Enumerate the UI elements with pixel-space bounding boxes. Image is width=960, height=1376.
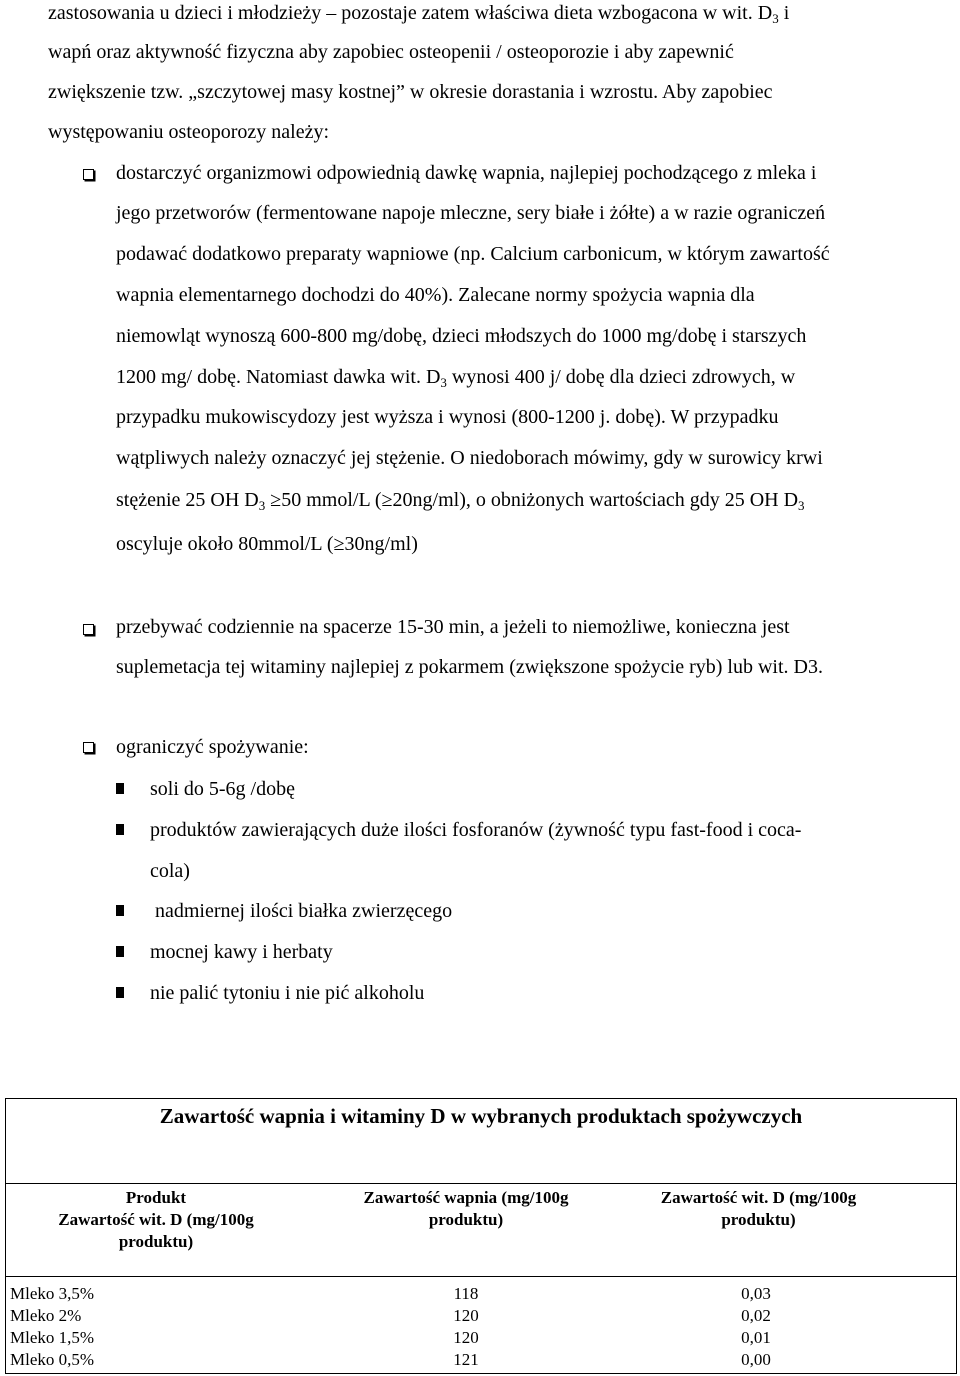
square-bullet-icon — [116, 905, 124, 916]
bullet3-item-1: soli do 5-6g /dobę — [150, 778, 295, 800]
table-cell-calcium: 120 — [453, 1328, 479, 1347]
intro-line-2: wapń oraz aktywność fizyczna aby zapobiec osteopenii / osteoporozie i aby zapewnić — [48, 41, 734, 63]
table-cell-calcium: 121 — [453, 1350, 479, 1369]
table-cell-calcium: 120 — [453, 1306, 479, 1325]
intro-line-4: występowaniu osteoporozy należy: — [48, 121, 330, 143]
bullet3-item-3: nadmiernej ilości białka zwierzęcego — [150, 900, 453, 922]
bullet3-item-2-cont: cola) — [150, 860, 190, 882]
intro-line-3: zwiększenie tzw. „szczytowej masy kostnej” w okresie dorastania i wzrostu. Aby zapobiec — [48, 81, 773, 103]
bullet1-line-10: oscyluje około 80mmol/L (≥30ng/ml) — [116, 533, 418, 555]
table-cell-product: Mleko 0,5% — [10, 1350, 95, 1369]
bullet3-item-4: mocnej kawy i herbaty — [150, 941, 333, 963]
bullet1-line-9: stężenie 25 OH $D_3 \ge 50$ mmol/L (≥20ng/ml), o obniżonych wartościach gdy 25 OH $D_3$ — [116, 489, 805, 513]
bullet1-line-1: dostarczyć organizmowi odpowiednią dawkę wapnia, najlepiej pochodzącego z mleka i — [116, 162, 817, 184]
bullet3-label: ograniczyć spożywanie: — [116, 736, 309, 758]
bullet1-line-4: wapnia elementarnego dochodzi do 40%). Zalecane normy spożycia wapnia dla — [116, 284, 755, 306]
intro-line-1: zastosowania u dzieci i młodzieży – pozostaje zatem właściwa dieta wzbogacona w wit. $D_3$ i — [48, 2, 790, 26]
square-bullet-icon — [116, 946, 124, 957]
checkbox-bullet-icon — [83, 169, 94, 180]
square-bullet-icon — [116, 824, 124, 835]
bullet1-line-6: 1200 mg/ dobę. Natomiast dawka wit. $D_3$ wynosi 400 j/ dobę dla dzieci zdrowych, w — [116, 366, 796, 390]
bullet1-line-5: niemowląt wynoszą 600-800 mg/dobę, dzieci młodszych do 1000 mg/dobę i starszych — [116, 325, 807, 347]
square-bullet-icon — [116, 783, 124, 794]
table-divider — [6, 1183, 956, 1184]
table-cell-vitd: 0,02 — [741, 1306, 771, 1325]
table-cell-product: Mleko 2% — [10, 1306, 82, 1325]
checkbox-bullet-icon — [83, 742, 94, 753]
bullet2-line-1: przebywać codziennie na spacerze 15-30 min, a jeżeli to niemożliwe, konieczna jest — [116, 616, 790, 638]
square-bullet-icon — [116, 987, 124, 998]
bullet3-item-2: produktów zawierających duże ilości fosforanów (żywność typu fast-food i coca- — [150, 819, 802, 841]
table-header-calcium: Zawartość wapnia (mg/100g produktu) — [363, 1188, 569, 1229]
table-header-vitd: Zawartość wit. D (mg/100g produktu) — [660, 1188, 857, 1229]
table-cell-product: Mleko 3,5% — [10, 1284, 95, 1303]
table-cell-calcium: 118 — [453, 1284, 479, 1303]
bullet1-line-8: wątpliwych należy oznaczyć jej stężenie. O niedoborach mówimy, gdy w surowicy krwi — [116, 447, 823, 469]
checkbox-bullet-icon — [83, 624, 94, 635]
table-cell-vitd: 0,01 — [741, 1328, 771, 1347]
table-header-product: Produkt Zawartość wit. D (mg/100g produktu) — [58, 1188, 254, 1251]
table-title: Zawartość wapnia i witaminy D w wybranych produktach spożywczych — [159, 1104, 803, 1128]
bullet2-line-2: suplemetacja tej witaminy najlepiej z pokarmem (zwiększone spożycie ryb) lub wit. D3. — [116, 656, 823, 678]
bullet1-line-3: podawać dodatkowo preparaty wapniowe (np. Calcium carbonicum, w którym zawartość — [116, 243, 830, 265]
bullet3-item-5: nie palić tytoniu i nie pić alkoholu — [150, 982, 425, 1004]
table-cell-vitd: 0,00 — [741, 1350, 771, 1369]
bullet1-line-7: przypadku mukowiscydozy jest wyższa i wynosi (800-1200 j. dobę). W przypadku — [116, 406, 779, 428]
table-cell-product: Mleko 1,5% — [10, 1328, 95, 1347]
bullet1-line-2: jego przetworów (fermentowane napoje mleczne, sery białe i żółte) a w razie ograniczeń — [116, 202, 826, 224]
table-divider — [6, 1276, 956, 1277]
table-cell-vitd: 0,03 — [741, 1284, 771, 1303]
nutrition-table — [5, 1098, 957, 1374]
